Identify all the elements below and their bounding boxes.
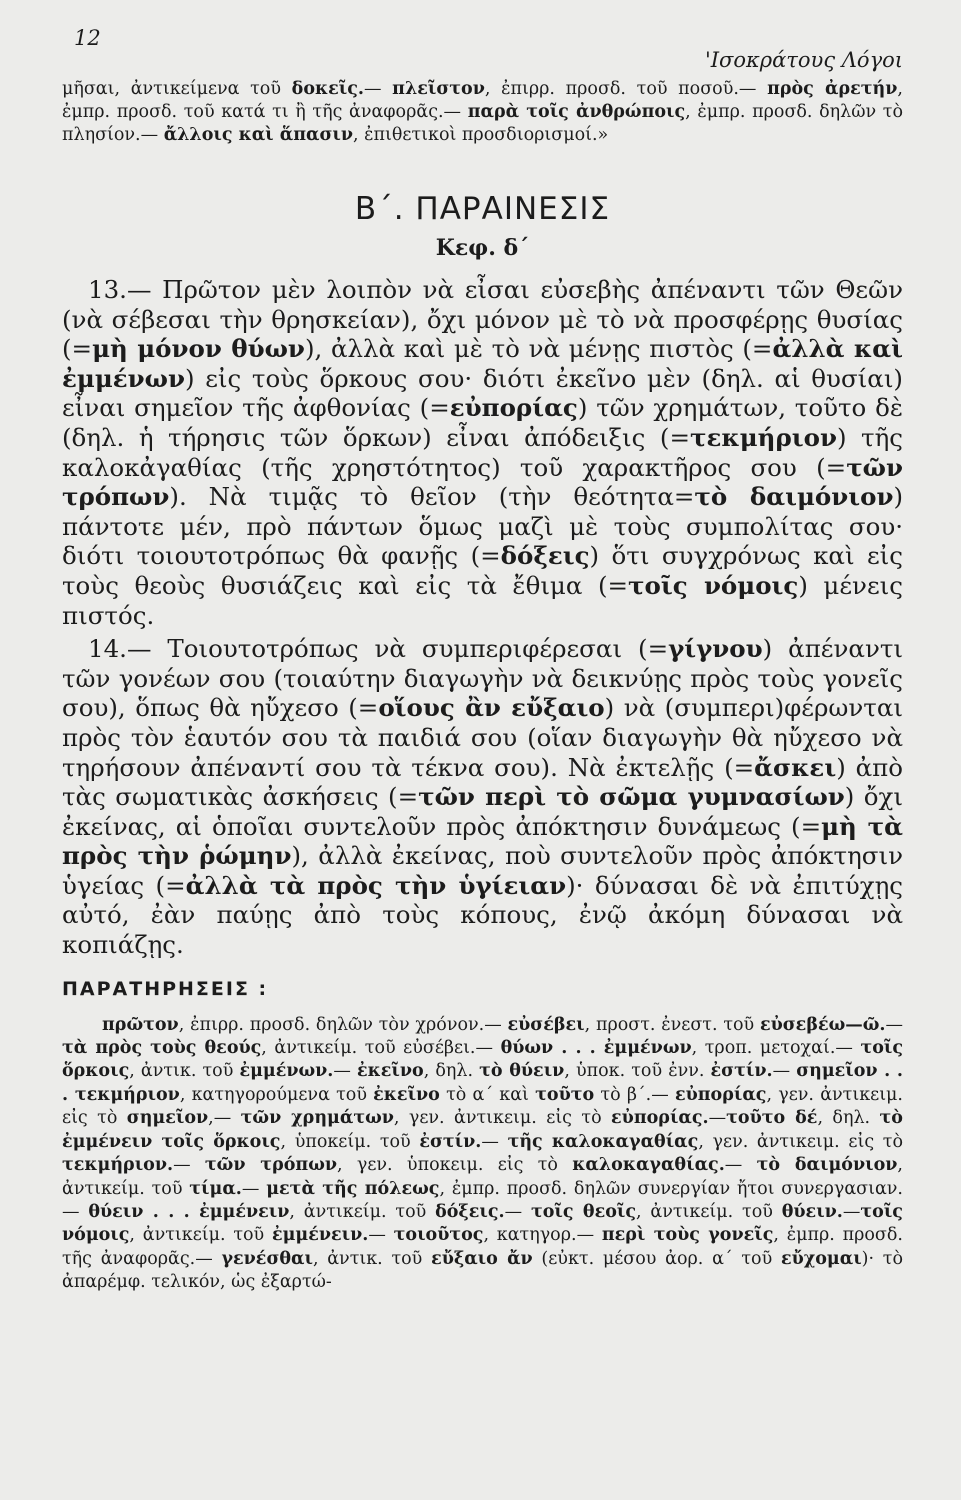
notes-heading: ΠΑΡΑΤΗΡΗΣΕΙΣ : — [62, 977, 269, 1000]
bold-term: ἀλλὰ τὰ πρὸς τὴν ὑγίειαν — [185, 870, 567, 900]
bold-term: πλεῖστον — [392, 79, 485, 99]
bold-term: θύων . . . ἐμμένων — [500, 1038, 692, 1059]
bold-term: τοιοῦτος — [393, 1225, 484, 1246]
bold-term: τοῦτο δέ — [726, 1108, 818, 1129]
bold-term: τεκμήριον. — [62, 1155, 174, 1176]
page-header — [62, 0, 903, 78]
top-notes: μῆσαι, ἀντικείμενα τοῦ δοκεῖς.— πλεῖστον, ἐπιρρ. προσδ. τοῦ ποσοῦ.— πρὸς ἀρετήν, ἐμπρ. προσδ. τοῦ κατά τι ἢ τῆς ἀναφορᾶς.— παρὰ τοῖς ἀνθρώποις, ἐμπρ. προσδ. δηλῶν τὸ πλησίον.— ἄλλοις καὶ ἅπασιν, ἐπιθετικοὶ προσδιορισμοί.» — [62, 79, 903, 145]
bold-term: εὐπορίας — [449, 393, 578, 423]
bold-term: μὴ μόνον θύων — [92, 334, 305, 364]
bold-term: τὰ πρὸς τοὺς θεούς — [62, 1038, 262, 1059]
bold-term: εὐσεβέω—ῶ. — [760, 1014, 886, 1035]
bold-term: τοῖς νόμοις — [628, 570, 799, 600]
bold-term: δόξεις. — [435, 1201, 505, 1222]
bold-term: εὐπορίας. — [611, 1108, 709, 1129]
bold-term: εὔχομαι — [780, 1248, 862, 1269]
bold-term: ἐκεῖνο — [373, 1084, 440, 1105]
bold-term: εὐπορίας — [674, 1084, 767, 1105]
bold-term: τῶν τρόπων — [204, 1155, 338, 1176]
bold-term: γενέσθαι — [221, 1248, 313, 1269]
bold-term: εὐσέβει — [507, 1014, 585, 1035]
bold-term: τὸ δαιμόνιον — [694, 482, 894, 512]
bold-term: πρὸς ἀρετήν — [767, 79, 898, 99]
bold-term: δοκεῖς. — [291, 79, 364, 99]
paragraph-14: 14.— Τοιουτοτρόπως νὰ συμπεριφέρεσαι (=γίγνου) ἀπέναντι τῶν γονέων σου (τοιαύτην διαγωγὴν νὰ δεικνύῃς πρὸς τοὺς γονεῖς σου), ὅπως θὰ ηὔχεσο (=οἵους ἂν εὔξαιο) νὰ (συμπερι)φέρωνται πρὸς τὸν ἑαυτόν σου τὰ παιδιά σου (οἵαν διαγωγὴν θὰ ηὔχεσο νὰ τηρήσουν ἀπέναντί σου τὰ τέκνα σου). Νὰ ἐκτελῇς (=ἄσκει) ἀπὸ τὰς σωματικὰς ἀσκήσεις (=τῶν περὶ τὸ σῶμα γυμνασίων) ὄχι ἐκείνας, αἱ ὁποῖαι συντελοῦν πρὸς ἀπόκτησιν δυνάμεως (=μὴ τὰ πρὸς τὴν ῥώμην), ἀλλὰ ἐκείνας, ποὺ συντελοῦν πρὸς ἀπόκτησιν ὑγείας (=ἀλλὰ τὰ πρὸς τὴν ὑγίειαν)· δύνασαι δὲ νὰ ἐπιτύχῃς αὐτό, ἐὰν παύῃς ἀπὸ τοὺς κόπους, ἐνῷ ἀκόμη δύνασαι νὰ κοπιάζῃς. — [62, 634, 903, 960]
bold-term: ἐστίν. — [710, 1061, 773, 1082]
chapter-label: Κεφ. δ΄ — [435, 235, 530, 261]
page-number: 12 — [74, 26, 101, 50]
bold-term: ἐμμένων. — [239, 1061, 334, 1082]
bold-term: περὶ τοὺς γονεῖς — [601, 1225, 774, 1246]
bold-term: παρὰ τοῖς ἀνθρώποις — [467, 102, 686, 122]
bold-term: τῶν περὶ τὸ σῶμα γυμνασίων — [418, 782, 845, 812]
bold-term: εὔξαιο ἄν — [431, 1248, 533, 1269]
bold-term: τοῖς ὅρκοις — [62, 1038, 904, 1082]
bold-term: τοῖς θεοῖς — [530, 1201, 637, 1222]
bottom-notes: πρῶτον, ἐπιρρ. προσδ. δηλῶν τὸν χρόνον.— εὐσέβει, προστ. ἐνεστ. τοῦ εὐσεβέω—ῶ.— τὰ πρὸς τοὺς θεούς, ἀντικείμ. τοῦ εὐσέβει.— θύων . . . ἐμμένων, τροπ. μετοχαί.— τοῖς ὅρκοις, ἀντικ. τοῦ ἐμμένων.— ἐκεῖνο, δηλ. τὸ θύειν, ὑποκ. τοῦ ἐνν. ἐστίν.— σημεῖον . . . τεκμήριον, κατηγορούμενα τοῦ ἐκεῖνο τὸ α΄ καὶ τοῦτο τὸ β΄.— εὐπορίας, γεν. ἀντικειμ. εἰς τὸ σημεῖον,— τῶν χρημάτων, γεν. ἀντικειμ. εἰς τὸ εὐπορίας.—τοῦτο δέ, δηλ. τὸ ἐμμένειν τοῖς ὅρκοις, ὑποκείμ. τοῦ ἐστίν.— τῆς καλοκαγαθίας, γεν. ἀντικειμ. εἰς τὸ τεκμήριον.— τῶν τρόπων, γεν. ὑποκειμ. εἰς τὸ καλοκαγαθίας.— τὸ δαιμόνιον, ἀντικείμ. τοῦ τίμα.— μετὰ τῆς πόλεως, ἐμπρ. προσδ. δηλῶν συνεργίαν ἤτοι συνεργασιαν.— θύειν . . . ἐμμένειν, ἀντικείμ. τοῦ δόξεις.— τοῖς θεοῖς, ἀντικείμ. τοῦ θύειν.—τοῖς νόμοις, ἀντικείμ. τοῦ ἐμμένειν.— τοιοῦτος, κατηγορ.— περὶ τοὺς γονεῖς, ἐμπρ. προσδ. τῆς ἀναφορᾶς.— γενέσθαι, ἀντικ. τοῦ εὔξαιο ἄν (εὐκτ. μέσου ἀορ. α΄ τοῦ εὔχομαι)· τὸ ἀπαρέμφ. τελικόν, ὡς ἐξαρτώ- — [62, 1014, 904, 1293]
bold-term: ἐμμένειν. — [271, 1225, 369, 1246]
bold-term: τίμα. — [189, 1178, 242, 1199]
bold-term: ἀλλὰ καὶ ἐμμένων — [62, 334, 904, 393]
bold-term: τοῖς νόμοις — [62, 1201, 903, 1246]
bold-term: τῆς καλοκαγαθίας — [507, 1131, 699, 1152]
bold-term: τὸ δαιμόνιον — [756, 1155, 898, 1176]
bold-term: ἐστίν. — [419, 1131, 482, 1152]
bold-term: τὸ ἐμμένειν τοῖς ὅρκοις — [62, 1108, 903, 1152]
bold-term: γίγνου — [668, 634, 763, 664]
bold-term: τῶν χρημάτων — [240, 1108, 394, 1129]
bold-term: καλοκαγαθίας. — [572, 1155, 725, 1176]
bold-term: τεκμήριον — [689, 422, 837, 452]
bold-term: σημεῖον — [126, 1108, 209, 1129]
bold-term: πρῶτον — [102, 1014, 179, 1035]
bold-term: τοῦτο — [535, 1084, 595, 1105]
bold-term: μὴ τὰ πρὸς τὴν ῥώμην — [62, 811, 903, 871]
section-title: Β΄. ΠΑΡΑΙΝΕΣΙΣ — [354, 191, 611, 227]
running-title: 'Ισοκράτους Λόγοι — [704, 48, 903, 72]
bold-term: θύειν . . . ἐμμένειν — [88, 1201, 290, 1222]
paragraph-13: 13.— Πρῶτον μὲν λοιπὸν νὰ εἶσαι εὐσεβὴς ἀπέναντι τῶν Θεῶν (νὰ σέβεσαι τὴν θρησκείαν), ὄχι μόνον μὲ τὸ νὰ προσφέρῃς θυσίας (=μὴ μόνον θύων), ἀλλὰ καὶ μὲ τὸ νὰ μένῃς πιστὸς (=ἀλλὰ καὶ ἐμμένων) εἰς τοὺς ὅρκους σου· διότι ἐκεῖνο μὲν (δηλ. αἱ θυσίαι) εἶναι σημεῖον τῆς ἀφθονίας (=εὐπορίας) τῶν χρημάτων, τοῦτο δὲ (δηλ. ἡ τήρησις τῶν ὅρκων) εἶναι ἀπόδειξις (=τεκμήριον) τῆς καλοκἀγαθίας (τῆς χρηστότητος) τοῦ χαρακτῆρος σου (=τῶν τρόπων). Νὰ τιμᾷς τὸ θεῖον (τὴν θεότητα=τὸ δαιμόνιον) πάντοτε μέν, πρὸ πάντων ὅμως μαζὶ μὲ τοὺς συμπολίτας σου· διότι τοιουτοτρόπως θὰ φανῇς (=δόξεις) ὅτι συγχρόνως καὶ εἰς τοὺς θεοὺς θυσιάζεις καὶ εἰς τὰ ἔθιμα (=τοῖς νόμοις) μένεις πιστός. — [62, 275, 904, 630]
bold-term: τὸ θύειν — [479, 1061, 565, 1082]
bold-term: ἐκεῖνο — [357, 1061, 424, 1082]
bold-term: τῶν τρόπων — [62, 452, 903, 512]
bold-term: σημεῖον . . . τεκμήριον — [62, 1061, 903, 1105]
bold-term: δόξεις — [500, 541, 590, 571]
bold-term: θύειν. — [781, 1201, 843, 1222]
bold-term: μετὰ τῆς πόλεως — [266, 1178, 440, 1199]
bold-term: ἄλλοις καὶ ἅπασιν — [163, 125, 353, 145]
bold-term: ἄσκει — [754, 752, 837, 782]
bold-term: οἵους ἂν εὔξαιο — [378, 693, 605, 723]
